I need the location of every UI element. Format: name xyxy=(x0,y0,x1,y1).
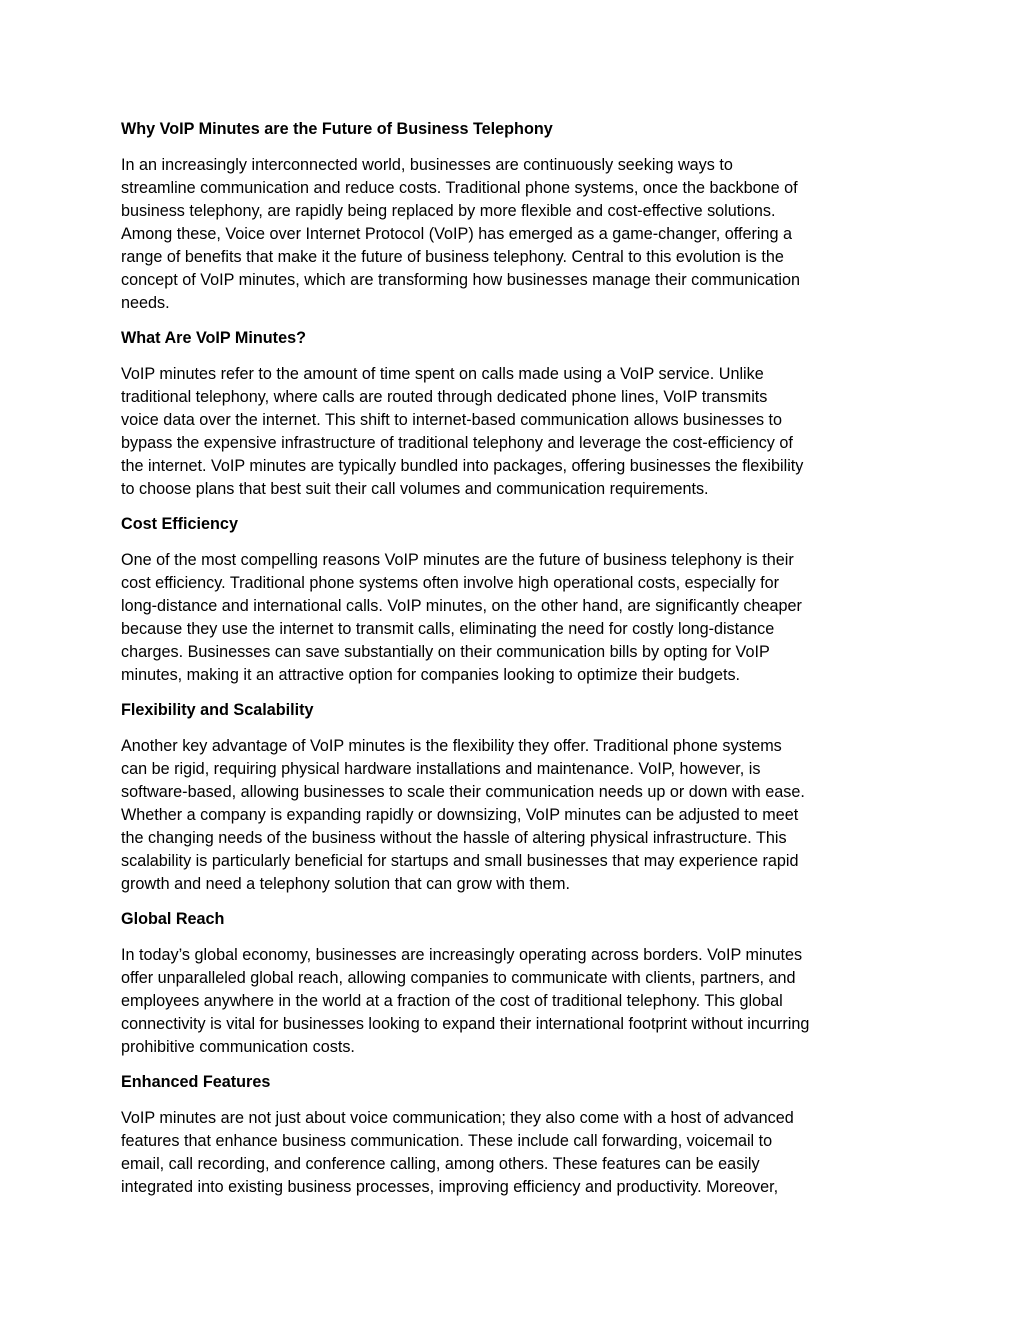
paragraph-line: can be rigid, requiring physical hardware installations and maintenance. VoIP, however, is xyxy=(121,759,761,778)
page-title: Why VoIP Minutes are the Future of Business Telephony xyxy=(121,120,553,138)
intro-paragraph xyxy=(121,154,913,315)
paragraph-line: charges. Businesses can save substantially on their communication bills by opting for VoIP xyxy=(121,642,770,661)
paragraph-line: traditional telephony, where calls are routed through dedicated phone lines, VoIP transmits xyxy=(121,387,768,406)
section-heading-global-reach: Global Reach xyxy=(121,910,225,928)
paragraph-line: Among these, Voice over Internet Protocol (VoIP) has emerged as a game-changer, offering a xyxy=(121,224,792,243)
paragraph-line: prohibitive communication costs. xyxy=(121,1037,355,1056)
paragraph-line: Another key advantage of VoIP minutes is the flexibility they offer. Traditional phone systems xyxy=(121,736,782,755)
paragraph-line: to choose plans that best suit their call volumes and communication requirements. xyxy=(121,479,709,498)
paragraph-line: employees anywhere in the world at a fraction of the cost of traditional telephony. This global xyxy=(121,991,783,1010)
paragraph-line: VoIP minutes refer to the amount of time spent on calls made using a VoIP service. Unlike xyxy=(121,364,764,383)
paragraph-line: In today’s global economy, businesses are increasingly operating across borders. VoIP minutes xyxy=(121,945,803,964)
paragraph-line: connectivity is vital for businesses looking to expand their international footprint without incurring xyxy=(121,1014,810,1033)
section-heading-voip-minutes: What Are VoIP Minutes? xyxy=(121,329,306,347)
paragraph-line: the internet. VoIP minutes are typically bundled into packages, offering businesses the flexibility xyxy=(121,456,804,475)
paragraph-line: features that enhance business communication. These include call forwarding, voicemail to xyxy=(121,1131,773,1150)
paragraph-line: scalability is particularly beneficial for startups and small businesses that may experience rapid xyxy=(121,851,799,870)
paragraph-line: One of the most compelling reasons VoIP minutes are the future of business telephony is their xyxy=(121,550,794,569)
paragraph-line: needs. xyxy=(121,293,170,312)
paragraph-line: minutes, making it an attractive option for companies looking to optimize their budgets. xyxy=(121,665,741,684)
section-paragraph-voip-minutes xyxy=(121,363,913,501)
paragraph-line: bypass the expensive infrastructure of traditional telephony and leverage the cost-efficiency of xyxy=(121,433,793,452)
paragraph-line: growth and need a telephony solution that can grow with them. xyxy=(121,874,571,893)
paragraph-line: voice data over the internet. This shift to internet-based communication allows businesses to xyxy=(121,410,783,429)
section-heading-flexibility: Flexibility and Scalability xyxy=(121,701,314,719)
section-paragraph-enhanced-features xyxy=(121,1107,913,1199)
paragraph-line: In an increasingly interconnected world, businesses are continuously seeking ways to xyxy=(121,155,733,174)
paragraph-line: software-based, allowing businesses to scale their communication needs up or down with ease. xyxy=(121,782,805,801)
paragraph-line: streamline communication and reduce costs. Traditional phone systems, once the backbone of xyxy=(121,178,798,197)
paragraph-line: the changing needs of the business without the hassle of altering physical infrastructure. This xyxy=(121,828,787,847)
section-paragraph-cost-efficiency xyxy=(121,549,913,687)
paragraph-line: long-distance and international calls. VoIP minutes, on the other hand, are significantly cheaper xyxy=(121,596,802,615)
paragraph-line: VoIP minutes are not just about voice communication; they also come with a host of advanced xyxy=(121,1108,794,1127)
paragraph-line: range of benefits that make it the future of business telephony. Central to this evolution is the xyxy=(121,247,784,266)
paragraph-line: email, call recording, and conference calling, among others. These features can be easily xyxy=(121,1154,760,1173)
paragraph-line: because they use the internet to transmit calls, eliminating the need for costly long-distance xyxy=(121,619,775,638)
paragraph-line: offer unparalleled global reach, allowing companies to communicate with clients, partners, and xyxy=(121,968,796,987)
section-heading-enhanced-features: Enhanced Features xyxy=(121,1073,271,1091)
section-paragraph-flexibility xyxy=(121,735,913,896)
paragraph-line: Whether a company is expanding rapidly or downsizing, VoIP minutes can be adjusted to meet xyxy=(121,805,799,824)
paragraph-line: concept of VoIP minutes, which are transforming how businesses manage their communication xyxy=(121,270,801,289)
section-heading-cost-efficiency: Cost Efficiency xyxy=(121,515,238,533)
paragraph-line: integrated into existing business processes, improving efficiency and productivity. Moreover, xyxy=(121,1177,779,1196)
document-body xyxy=(121,118,913,1211)
paragraph-line: business telephony, are rapidly being replaced by more flexible and cost-effective solutions. xyxy=(121,201,776,220)
paragraph-line: cost efficiency. Traditional phone systems often involve high operational costs, especially for xyxy=(121,573,780,592)
section-paragraph-global-reach xyxy=(121,944,913,1059)
